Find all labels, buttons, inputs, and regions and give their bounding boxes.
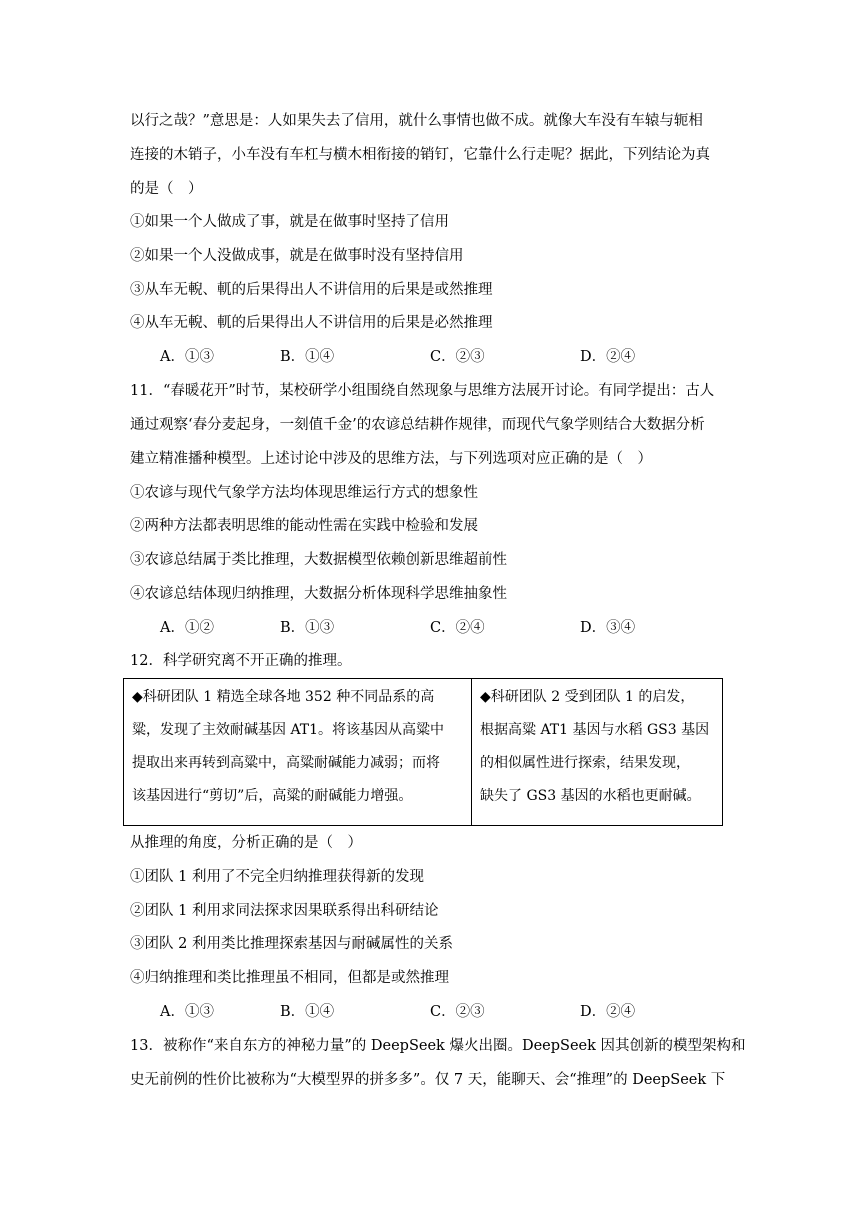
team-2-cell: [472, 679, 722, 825]
q10-option-b: B．①④: [280, 349, 335, 365]
q11-statement-4: ④农谚总结体现归纳推理，大数据分析体现科学思维抽象性: [130, 586, 507, 602]
q10-text-line-2: 连接的木销子，小车没有车杠与横木相衔接的销钉，它靠什么行走呢？据此，下列结论为真: [130, 147, 710, 163]
q10-option-d: D．②④: [580, 349, 636, 365]
q11-option-a: A．①②: [160, 620, 214, 636]
q10-text-line-1: 以行之哉？”意思是：人如果失去了信用，就什么事情也做不成。就像大车没有车辕与轭相: [130, 113, 703, 129]
q11-text-line-1: 11．“春暖花开”时节，某校研学小组围绕自然现象与思维方法展开讨论。有同学提出：古人: [130, 383, 715, 399]
q10-option-c: C．②③: [430, 349, 485, 365]
q12-option-a: A．①③: [160, 1004, 214, 1020]
q12-option-c: C．②③: [430, 1004, 485, 1020]
team-1-cell: [124, 679, 472, 825]
q12-statement-4: ④归纳推理和类比推理虽不相同，但都是或然推理: [130, 970, 449, 986]
q10-text-line-3: 的是（ ）: [130, 181, 203, 197]
q12-statement-2: ②团队 1 利用求同法探求因果联系得出科研结论: [130, 903, 439, 919]
q10-option-a: A．①③: [160, 349, 214, 365]
q11-text-line-2: 通过观察‘春分麦起身，一刻值千金’的农谚总结耕作规律，而现代气象学则结合大数据分析: [130, 417, 705, 433]
q12-option-b: B．①④: [280, 1004, 335, 1020]
q11-option-b: B．①③: [280, 620, 335, 636]
q10-statement-3: ③从车无輗、軏的后果得出人不讲信用的后果是或然推理: [130, 282, 493, 298]
team-1-line-1: ◆科研团队 1 精选全球各地 352 种不同品系的高: [132, 689, 435, 705]
team-2-line-2: 根据高粱 AT1 基因与水稻 GS3 基因: [480, 722, 710, 738]
q12-statement-3: ③团队 2 利用类比推理探索基因与耐碱属性的关系: [130, 936, 453, 952]
team-2-line-1: ◆科研团队 2 受到团队 1 的启发，: [480, 689, 695, 705]
team-1-line-4: 该基因进行“剪切”后，高粱的耐碱能力增强。: [132, 788, 413, 804]
q11-statement-1: ①农谚与现代气象学方法均体现思维运行方式的想象性: [130, 485, 478, 501]
team-2-line-4: 缺失了 GS3 基因的水稻也更耐碱。: [480, 788, 701, 804]
q11-text-line-3: 建立精准播种模型。上述讨论中涉及的思维方法，与下列选项对应正确的是（ ）: [130, 451, 652, 467]
q12-option-d: D．②④: [580, 1004, 636, 1020]
team-1-line-2: 粱，发现了主效耐碱基因 AT1。将该基因从高粱中: [132, 722, 445, 738]
q13-text-line-1: 13．被称作“来自东方的神秘力量”的 DeepSeek 爆火出圈。DeepSeek 因其创新的模型架构和: [130, 1038, 746, 1054]
q12-material-table: [123, 678, 723, 826]
q12-intro: 12．科学研究离不开正确的推理。: [130, 653, 352, 669]
q11-option-c: C．②④: [430, 620, 485, 636]
q11-statement-3: ③农谚总结属于类比推理，大数据模型依赖创新思维超前性: [130, 552, 507, 568]
q11-statement-2: ②两种方法都表明思维的能动性需在实践中检验和发展: [130, 518, 478, 534]
q11-option-d: D．③④: [580, 620, 636, 636]
q10-statement-4: ④从车无輗、軏的后果得出人不讲信用的后果是必然推理: [130, 315, 493, 331]
q10-statement-2: ②如果一个人没做成事，就是在做事时没有坚持信用: [130, 248, 464, 264]
q13-text-line-2: 史无前例的性价比被称为“大模型界的拼多多”。仅 7 天，能聊天、会“推理”的 DeepSeek 下: [130, 1072, 726, 1088]
q12-statement-1: ①团队 1 利用了不完全归纳推理获得新的发现: [130, 869, 424, 885]
team-1-line-3: 提取出来再转到高粱中，高粱耐碱能力减弱；而将: [132, 755, 440, 771]
team-2-line-3: 的相似属性进行探索，结果发现，: [480, 755, 690, 771]
q10-statement-1: ①如果一个人做成了事，就是在做事时坚持了信用: [130, 214, 449, 230]
q12-question: 从推理的角度，分析正确的是（ ）: [130, 835, 362, 851]
